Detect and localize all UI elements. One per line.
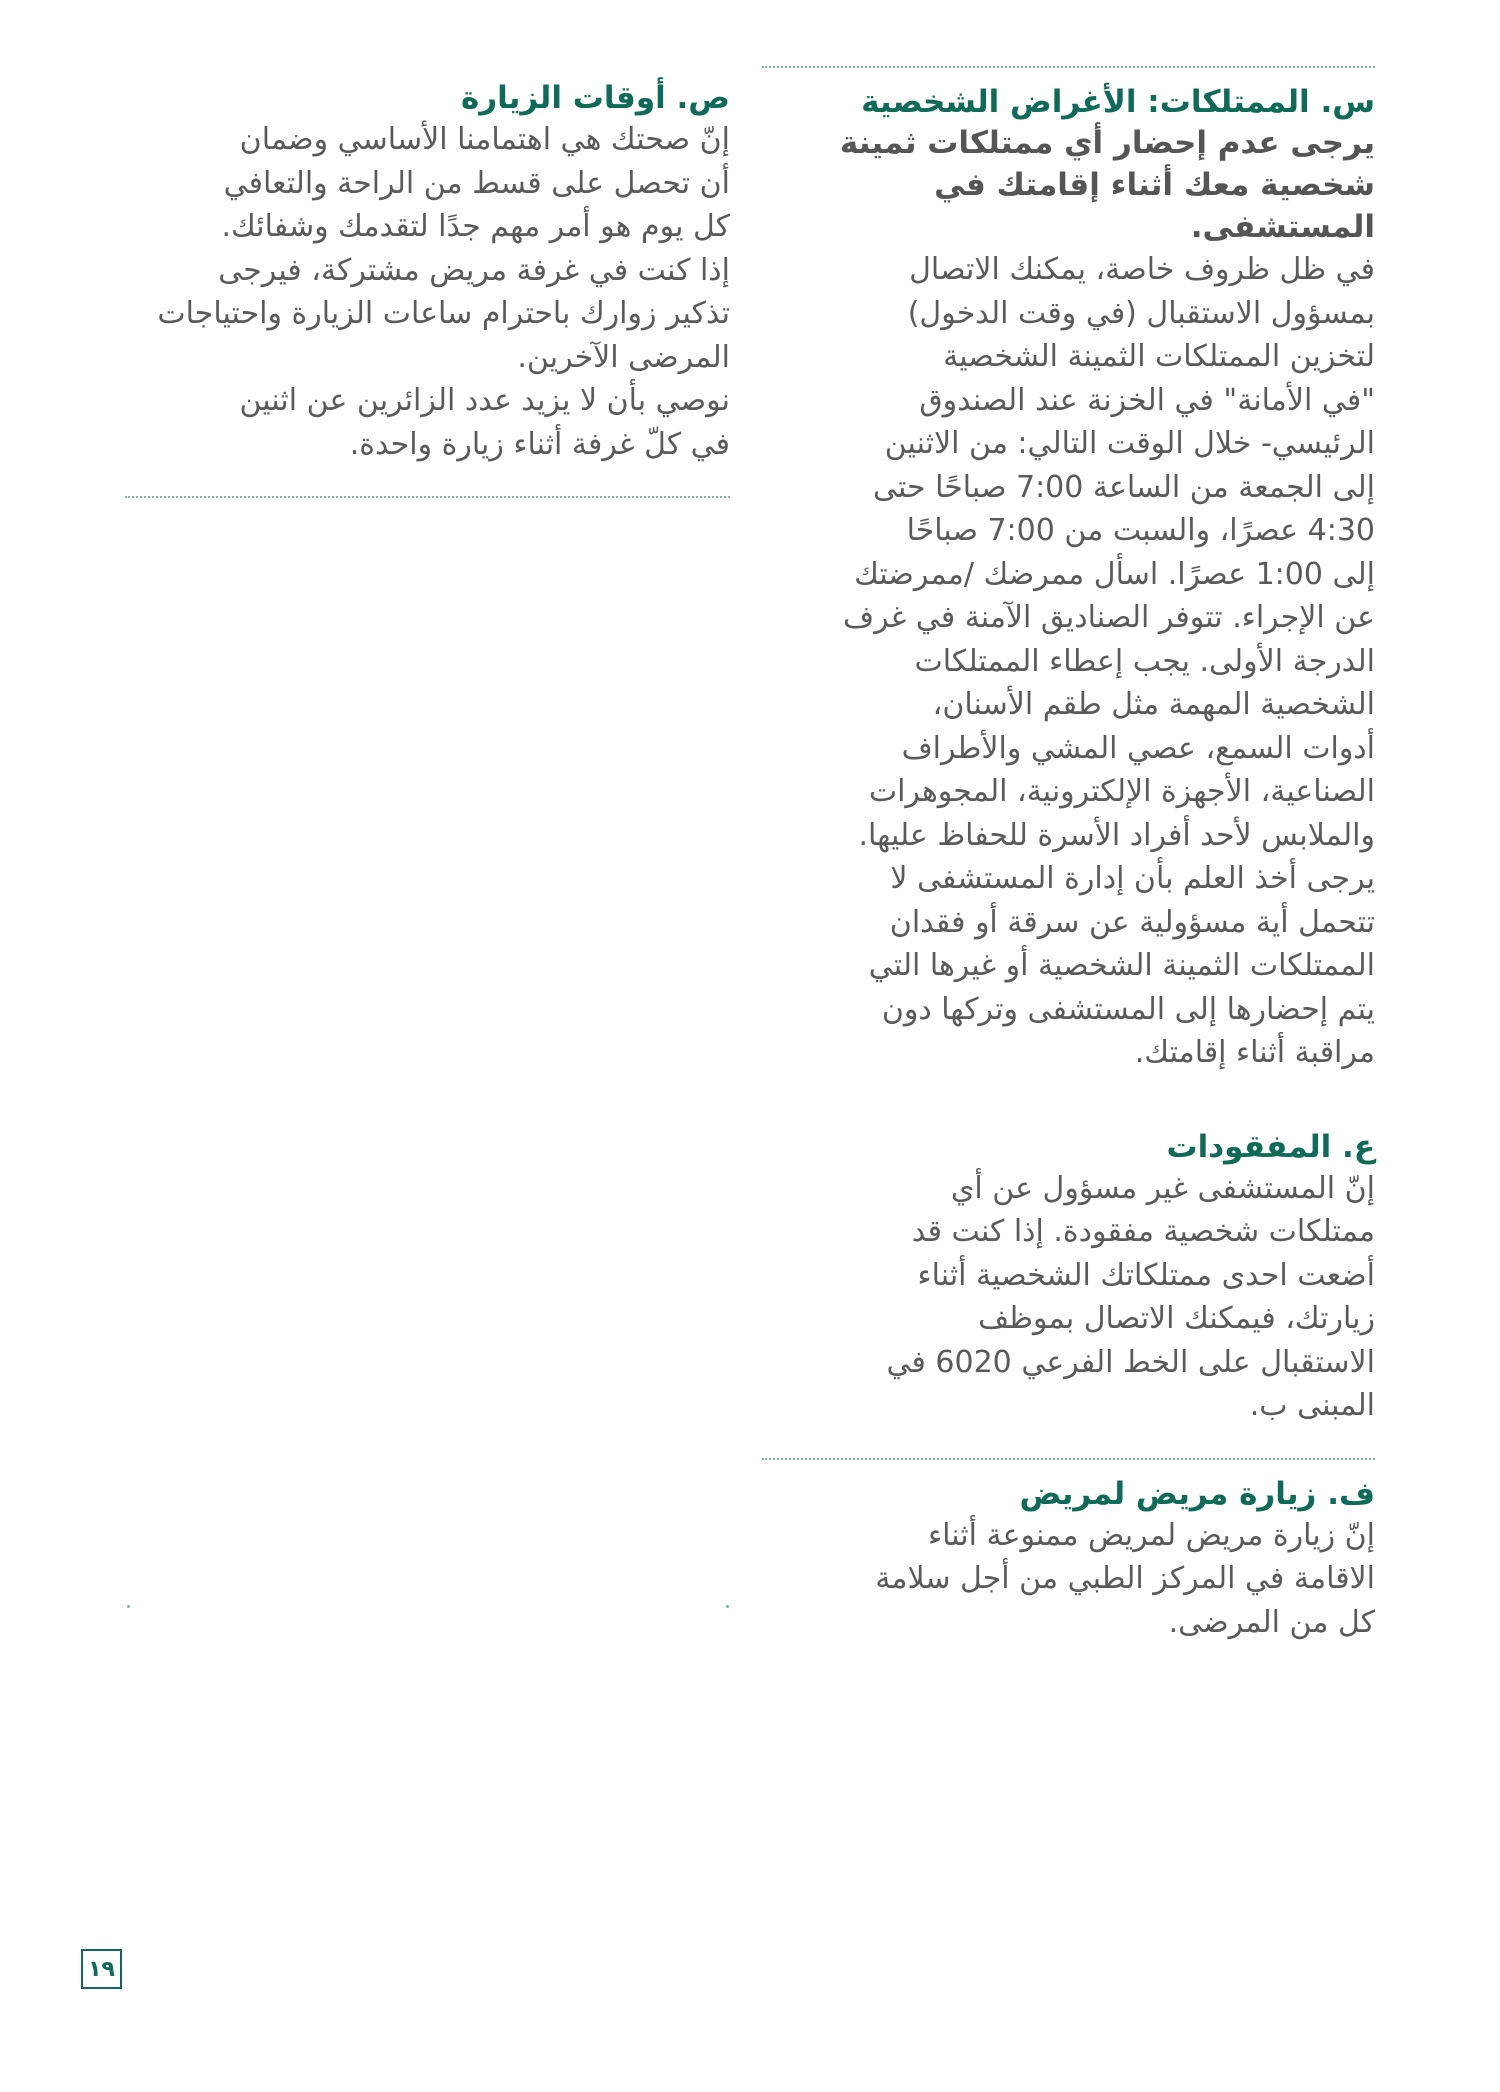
section-visiting-hours	[125, 78, 730, 466]
section-body: إنّ زيارة مريض لمريض ممنوعة أثناء الاقامة في المركز الطبي من أجل سلامة كل من المرضى.	[875, 1517, 1375, 1640]
section-divider	[125, 496, 730, 498]
left-column	[125, 78, 730, 498]
section-patient-visit	[762, 1474, 1375, 1645]
section-title: ف. زيارة مريض لمريض	[1019, 1475, 1375, 1512]
section-title: س. الممتلكات: الأغراض الشخصية	[861, 84, 1375, 120]
section-body: إنّ صحتك هي اهتمامنا الأساسي وضمان أن تحصل على قسط من الراحة والتعافي كل يوم هو أمر مهم جدًا لتقدمك وشفائك. إذا كنت في غرفة مريض مشتركة، فيرجى تذكير زوارك باحترام ساعات الزيارة واحتياجات المرضى الآخرين. نوصي بأن لا يزيد عدد الزائرين عن اثنين في كلّ غرفة أثناء زيارة واحدة.	[157, 122, 730, 462]
right-column	[762, 66, 1375, 1644]
section-lost-items	[762, 1127, 1375, 1428]
section-body: إنّ المستشفى غير مسؤول عن أي ممتلكات شخصية مفقودة. إذا كنت قد أضعت احدى ممتلكاتك الشخصية أثناء زيارتك، فيمكنك الاتصال بموظف الاستقبال على الخط الفرعي 6020 في المبنى ب.	[886, 1170, 1375, 1423]
section-valuables	[762, 82, 1375, 1075]
page-number: ١٩	[81, 1949, 122, 1989]
section-subtitle: يرجى عدم إحضار أي ممتلكات ثمينة شخصية معك أثناء إقامتك في المستشفى.	[839, 125, 1375, 245]
section-title: ع. المفقودات	[1166, 1128, 1375, 1165]
section-body: في ظل ظروف خاصة، يمكنك الاتصال بمسؤول الاستقبال (في وقت الدخول) لتخزين الممتلكات الثمينة الشخصية "في الأمانة" في الخزنة عند الصندوق الرئيسي- خلال الوقت التالي: من الاثنين إلى الجمعة من الساعة 7:00 صباحًا حتى 4:30 عصرًا، والسبت من 7:00 صباحًا إلى 1:00 عصرًا. اسأل ممرضك /ممرضتك عن الإجراء. تتوفر الصناديق الآمنة في غرف الدرجة الأولى. يجب إعطاء الممتلكات الشخصية المهمة مثل طقم الأسنان، أدوات السمع، عصي المشي والأطراف الصناعية، الأجهزة الإلكترونية، المجوهرات والملابس لأحد أفراد الأسرة للحفاظ عليها. يرجى أخذ العلم بأن إدارة المستشفى لا تتحمل أية مسؤولية عن سرقة أو فقدان الممتلكات الثمينة الشخصية أو غيرها التي يتم إحضارها إلى المستشفى وتركها دون مراقبة أثناء إقامتك.	[842, 252, 1375, 1070]
crop-mark	[726, 1605, 729, 1608]
crop-mark	[127, 1605, 130, 1608]
section-title: ص. أوقات الزيارة	[460, 80, 730, 116]
